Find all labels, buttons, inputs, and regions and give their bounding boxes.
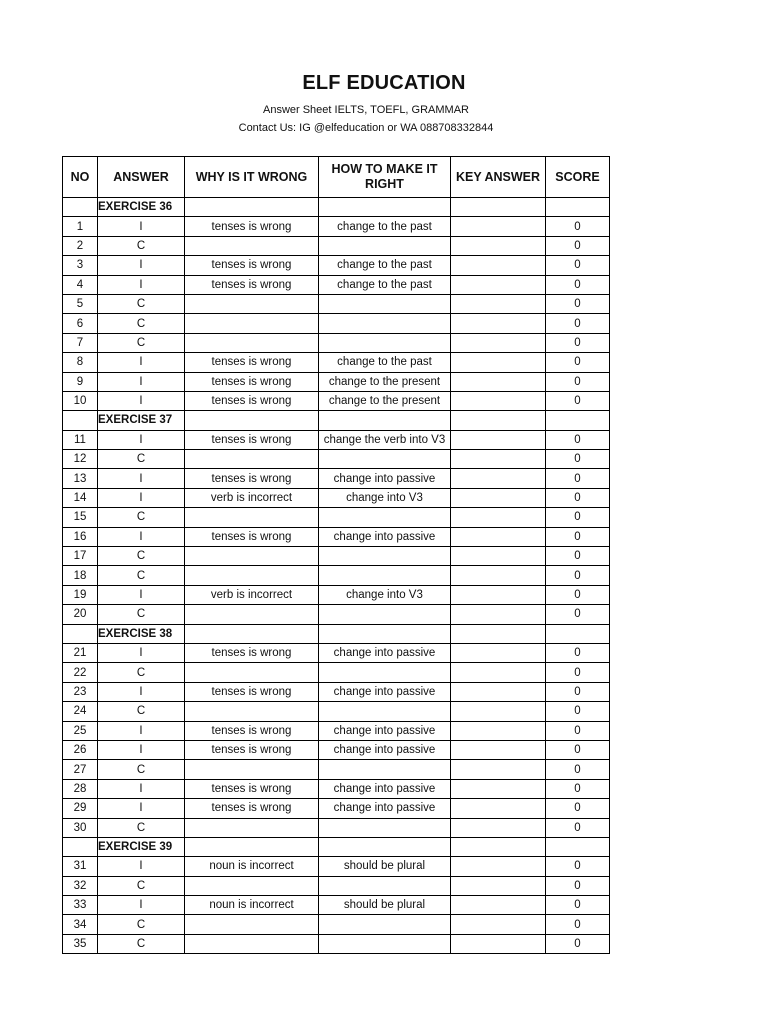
row-number: 16 <box>63 527 98 546</box>
key-answer-cell <box>451 314 546 333</box>
answer-cell: C <box>98 760 185 779</box>
answer-cell: C <box>98 915 185 934</box>
section-empty-cell <box>319 411 451 430</box>
how-to-fix-cell <box>319 876 451 895</box>
key-answer-cell <box>451 333 546 352</box>
column-header-answer: ANSWER <box>98 157 185 198</box>
key-answer-cell <box>451 469 546 488</box>
answer-cell: C <box>98 702 185 721</box>
key-answer-cell <box>451 391 546 410</box>
answer-cell: I <box>98 430 185 449</box>
score-cell: 0 <box>546 508 610 527</box>
why-wrong-cell: noun is incorrect <box>185 896 319 915</box>
why-wrong-cell: verb is incorrect <box>185 585 319 604</box>
section-empty-cell <box>185 837 319 856</box>
answer-cell: C <box>98 450 185 469</box>
key-answer-cell <box>451 566 546 585</box>
document-subtitle: Answer Sheet IELTS, TOEFL, GRAMMAR <box>262 104 469 116</box>
table-row <box>63 469 610 488</box>
answer-cell: C <box>98 294 185 313</box>
how-to-fix-cell <box>319 702 451 721</box>
key-answer-cell <box>451 488 546 507</box>
how-to-fix-cell <box>319 547 451 566</box>
key-answer-cell <box>451 450 546 469</box>
how-to-fix-cell: change into passive <box>319 682 451 701</box>
how-to-fix-cell <box>319 605 451 624</box>
row-number: 13 <box>63 469 98 488</box>
row-number: 4 <box>63 275 98 294</box>
table-row <box>63 217 610 236</box>
how-to-fix-cell <box>319 508 451 527</box>
table-row <box>63 391 610 410</box>
answer-sheet-table <box>62 156 610 954</box>
key-answer-cell <box>451 275 546 294</box>
score-cell: 0 <box>546 605 610 624</box>
answer-cell: I <box>98 682 185 701</box>
column-header-score: SCORE <box>546 157 610 198</box>
how-to-fix-cell: change to the present <box>319 372 451 391</box>
how-to-fix-cell: change to the past <box>319 353 451 372</box>
how-to-fix-cell: change the verb into V3 <box>319 430 451 449</box>
why-wrong-cell <box>185 605 319 624</box>
score-cell: 0 <box>546 314 610 333</box>
table-row <box>63 585 610 604</box>
table-row <box>63 702 610 721</box>
table-row <box>63 605 610 624</box>
answer-cell: C <box>98 314 185 333</box>
answer-cell: I <box>98 721 185 740</box>
row-number: 12 <box>63 450 98 469</box>
score-cell: 0 <box>546 896 610 915</box>
score-cell: 0 <box>546 450 610 469</box>
how-to-fix-cell: change into passive <box>319 527 451 546</box>
why-wrong-cell: tenses is wrong <box>185 740 319 759</box>
section-empty-cell <box>185 411 319 430</box>
score-cell: 0 <box>546 294 610 313</box>
why-wrong-cell: tenses is wrong <box>185 275 319 294</box>
answer-cell: C <box>98 547 185 566</box>
answer-cell: I <box>98 643 185 662</box>
table-row <box>63 547 610 566</box>
key-answer-cell <box>451 527 546 546</box>
why-wrong-cell <box>185 508 319 527</box>
table-row <box>63 430 610 449</box>
key-answer-cell <box>451 663 546 682</box>
section-no-cell <box>63 198 98 217</box>
table-row <box>63 333 610 352</box>
score-cell: 0 <box>546 353 610 372</box>
score-cell: 0 <box>546 643 610 662</box>
section-no-cell <box>63 837 98 856</box>
why-wrong-cell: tenses is wrong <box>185 430 319 449</box>
table-row <box>63 876 610 895</box>
section-empty-cell <box>319 198 451 217</box>
row-number: 9 <box>63 372 98 391</box>
score-cell: 0 <box>546 857 610 876</box>
table-row <box>63 896 610 915</box>
section-row <box>63 837 610 856</box>
why-wrong-cell: tenses is wrong <box>185 682 319 701</box>
section-row <box>63 624 610 643</box>
row-number: 20 <box>63 605 98 624</box>
answer-cell: C <box>98 333 185 352</box>
answer-cell: C <box>98 605 185 624</box>
how-to-fix-cell: change to the past <box>319 275 451 294</box>
why-wrong-cell <box>185 236 319 255</box>
exercise-label: EXERCISE 36 <box>98 198 185 217</box>
table-body <box>63 198 610 954</box>
how-to-fix-cell <box>319 566 451 585</box>
answer-cell: C <box>98 876 185 895</box>
why-wrong-cell: tenses is wrong <box>185 643 319 662</box>
row-number: 11 <box>63 430 98 449</box>
key-answer-cell <box>451 857 546 876</box>
section-no-cell <box>63 624 98 643</box>
score-cell: 0 <box>546 818 610 837</box>
answer-cell: I <box>98 353 185 372</box>
row-number: 28 <box>63 779 98 798</box>
row-number: 2 <box>63 236 98 255</box>
section-empty-cell <box>451 198 546 217</box>
section-empty-cell <box>185 198 319 217</box>
table-row <box>63 353 610 372</box>
how-to-fix-cell: change into passive <box>319 799 451 818</box>
how-to-fix-cell: change into passive <box>319 779 451 798</box>
score-cell: 0 <box>546 547 610 566</box>
section-no-cell <box>63 411 98 430</box>
contact-line: Contact Us: IG @elfeducation or WA 088708332844 <box>238 122 494 134</box>
score-cell: 0 <box>546 740 610 759</box>
table-row <box>63 527 610 546</box>
key-answer-cell <box>451 818 546 837</box>
row-number: 22 <box>63 663 98 682</box>
score-cell: 0 <box>546 488 610 507</box>
table-row <box>63 799 610 818</box>
how-to-fix-cell <box>319 760 451 779</box>
how-to-fix-cell: change into passive <box>319 469 451 488</box>
key-answer-cell <box>451 256 546 275</box>
table-header-row <box>63 157 610 198</box>
key-answer-cell <box>451 643 546 662</box>
how-to-fix-cell <box>319 450 451 469</box>
section-empty-cell <box>319 624 451 643</box>
table-row <box>63 566 610 585</box>
answer-cell: C <box>98 508 185 527</box>
row-number: 35 <box>63 934 98 953</box>
table-row <box>63 915 610 934</box>
row-number: 14 <box>63 488 98 507</box>
key-answer-cell <box>451 217 546 236</box>
score-cell: 0 <box>546 372 610 391</box>
key-answer-cell <box>451 236 546 255</box>
row-number: 26 <box>63 740 98 759</box>
how-to-fix-cell <box>319 663 451 682</box>
how-to-fix-cell: change to the past <box>319 217 451 236</box>
why-wrong-cell <box>185 566 319 585</box>
table-row <box>63 760 610 779</box>
answer-cell: I <box>98 256 185 275</box>
row-number: 32 <box>63 876 98 895</box>
answer-cell: I <box>98 857 185 876</box>
key-answer-cell <box>451 508 546 527</box>
row-number: 31 <box>63 857 98 876</box>
score-cell: 0 <box>546 566 610 585</box>
row-number: 27 <box>63 760 98 779</box>
score-cell: 0 <box>546 333 610 352</box>
document-title: ELF EDUCATION <box>302 72 466 94</box>
score-cell: 0 <box>546 702 610 721</box>
why-wrong-cell: tenses is wrong <box>185 527 319 546</box>
table-row <box>63 818 610 837</box>
why-wrong-cell: tenses is wrong <box>185 721 319 740</box>
why-wrong-cell <box>185 915 319 934</box>
answer-cell: I <box>98 217 185 236</box>
answer-cell: C <box>98 566 185 585</box>
why-wrong-cell <box>185 818 319 837</box>
score-cell: 0 <box>546 430 610 449</box>
how-to-fix-cell <box>319 314 451 333</box>
score-cell: 0 <box>546 469 610 488</box>
row-number: 8 <box>63 353 98 372</box>
row-number: 10 <box>63 391 98 410</box>
table-row <box>63 488 610 507</box>
how-to-fix-cell <box>319 333 451 352</box>
exercise-label: EXERCISE 38 <box>98 624 185 643</box>
answer-cell: I <box>98 896 185 915</box>
score-cell: 0 <box>546 721 610 740</box>
how-to-fix-cell: change into passive <box>319 721 451 740</box>
answer-cell: C <box>98 818 185 837</box>
score-cell: 0 <box>546 663 610 682</box>
key-answer-cell <box>451 915 546 934</box>
why-wrong-cell <box>185 314 319 333</box>
why-wrong-cell: tenses is wrong <box>185 799 319 818</box>
row-number: 17 <box>63 547 98 566</box>
section-empty-cell <box>546 624 610 643</box>
score-cell: 0 <box>546 217 610 236</box>
table-row <box>63 779 610 798</box>
answer-cell: I <box>98 488 185 507</box>
why-wrong-cell <box>185 760 319 779</box>
table-row <box>63 236 610 255</box>
why-wrong-cell <box>185 702 319 721</box>
answer-cell: I <box>98 585 185 604</box>
answer-cell: I <box>98 740 185 759</box>
table-row <box>63 256 610 275</box>
key-answer-cell <box>451 353 546 372</box>
row-number: 21 <box>63 643 98 662</box>
how-to-fix-cell: change into passive <box>319 643 451 662</box>
why-wrong-cell: tenses is wrong <box>185 372 319 391</box>
score-cell: 0 <box>546 682 610 701</box>
score-cell: 0 <box>546 256 610 275</box>
why-wrong-cell: tenses is wrong <box>185 217 319 236</box>
why-wrong-cell <box>185 294 319 313</box>
why-wrong-cell: tenses is wrong <box>185 469 319 488</box>
how-to-fix-cell: change to the past <box>319 256 451 275</box>
answer-cell: C <box>98 934 185 953</box>
table-row <box>63 372 610 391</box>
key-answer-cell <box>451 682 546 701</box>
column-header-key-answer: KEY ANSWER <box>451 157 546 198</box>
score-cell: 0 <box>546 799 610 818</box>
score-cell: 0 <box>546 527 610 546</box>
row-number: 29 <box>63 799 98 818</box>
why-wrong-cell: tenses is wrong <box>185 353 319 372</box>
how-to-fix-cell: change to the present <box>319 391 451 410</box>
row-number: 18 <box>63 566 98 585</box>
section-empty-cell <box>319 837 451 856</box>
key-answer-cell <box>451 430 546 449</box>
answer-cell: C <box>98 236 185 255</box>
how-to-fix-cell: should be plural <box>319 896 451 915</box>
row-number: 25 <box>63 721 98 740</box>
table-row <box>63 643 610 662</box>
row-number: 15 <box>63 508 98 527</box>
how-to-fix-cell: change into V3 <box>319 488 451 507</box>
table-row <box>63 450 610 469</box>
answer-cell: I <box>98 391 185 410</box>
table-row <box>63 740 610 759</box>
why-wrong-cell <box>185 876 319 895</box>
table-row <box>63 663 610 682</box>
section-row <box>63 198 610 217</box>
how-to-fix-cell: change into V3 <box>319 585 451 604</box>
score-cell: 0 <box>546 391 610 410</box>
why-wrong-cell: tenses is wrong <box>185 391 319 410</box>
key-answer-cell <box>451 896 546 915</box>
exercise-label: EXERCISE 37 <box>98 411 185 430</box>
key-answer-cell <box>451 605 546 624</box>
section-empty-cell <box>546 198 610 217</box>
column-header-how-to-fix: HOW TO MAKE IT RIGHT <box>319 157 451 198</box>
key-answer-cell <box>451 876 546 895</box>
why-wrong-cell <box>185 663 319 682</box>
how-to-fix-cell <box>319 236 451 255</box>
section-empty-cell <box>451 837 546 856</box>
why-wrong-cell: verb is incorrect <box>185 488 319 507</box>
answer-cell: I <box>98 372 185 391</box>
section-empty-cell <box>546 411 610 430</box>
answer-cell: I <box>98 275 185 294</box>
table-row <box>63 721 610 740</box>
key-answer-cell <box>451 585 546 604</box>
key-answer-cell <box>451 799 546 818</box>
score-cell: 0 <box>546 934 610 953</box>
section-empty-cell <box>546 837 610 856</box>
score-cell: 0 <box>546 915 610 934</box>
why-wrong-cell: noun is incorrect <box>185 857 319 876</box>
row-number: 6 <box>63 314 98 333</box>
key-answer-cell <box>451 294 546 313</box>
how-to-fix-cell <box>319 294 451 313</box>
why-wrong-cell <box>185 547 319 566</box>
row-number: 30 <box>63 818 98 837</box>
column-header-no: NO <box>63 157 98 198</box>
section-empty-cell <box>185 624 319 643</box>
how-to-fix-cell <box>319 915 451 934</box>
key-answer-cell <box>451 721 546 740</box>
key-answer-cell <box>451 372 546 391</box>
key-answer-cell <box>451 779 546 798</box>
key-answer-cell <box>451 934 546 953</box>
why-wrong-cell: tenses is wrong <box>185 779 319 798</box>
answer-cell: I <box>98 779 185 798</box>
answer-cell: C <box>98 663 185 682</box>
exercise-label: EXERCISE 39 <box>98 837 185 856</box>
answer-cell: I <box>98 469 185 488</box>
section-empty-cell <box>451 624 546 643</box>
section-row <box>63 411 610 430</box>
key-answer-cell <box>451 760 546 779</box>
score-cell: 0 <box>546 275 610 294</box>
how-to-fix-cell <box>319 934 451 953</box>
key-answer-cell <box>451 702 546 721</box>
score-cell: 0 <box>546 236 610 255</box>
section-empty-cell <box>451 411 546 430</box>
how-to-fix-cell <box>319 818 451 837</box>
score-cell: 0 <box>546 876 610 895</box>
table-row <box>63 275 610 294</box>
row-number: 1 <box>63 217 98 236</box>
key-answer-cell <box>451 547 546 566</box>
why-wrong-cell <box>185 333 319 352</box>
score-cell: 0 <box>546 779 610 798</box>
row-number: 24 <box>63 702 98 721</box>
row-number: 5 <box>63 294 98 313</box>
score-cell: 0 <box>546 760 610 779</box>
table-row <box>63 934 610 953</box>
table-row <box>63 314 610 333</box>
table-row <box>63 294 610 313</box>
key-answer-cell <box>451 740 546 759</box>
how-to-fix-cell: should be plural <box>319 857 451 876</box>
column-header-why-wrong: WHY IS IT WRONG <box>185 157 319 198</box>
row-number: 23 <box>63 682 98 701</box>
row-number: 3 <box>63 256 98 275</box>
score-cell: 0 <box>546 585 610 604</box>
how-to-fix-cell: change into passive <box>319 740 451 759</box>
row-number: 34 <box>63 915 98 934</box>
answer-cell: I <box>98 799 185 818</box>
why-wrong-cell: tenses is wrong <box>185 256 319 275</box>
row-number: 33 <box>63 896 98 915</box>
table-row <box>63 682 610 701</box>
row-number: 7 <box>63 333 98 352</box>
answer-cell: I <box>98 527 185 546</box>
table-row <box>63 857 610 876</box>
why-wrong-cell <box>185 934 319 953</box>
why-wrong-cell <box>185 450 319 469</box>
table-row <box>63 508 610 527</box>
row-number: 19 <box>63 585 98 604</box>
